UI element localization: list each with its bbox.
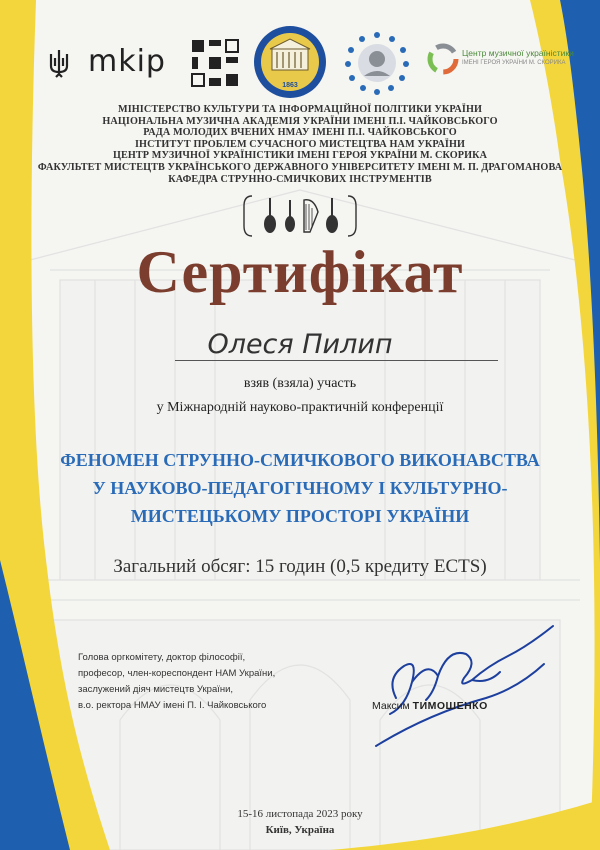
ukraine-coat-of-arms-icon (48, 48, 70, 78)
signatory-position-line: в.о. ректора НМАУ імені П. І. Чайковського (78, 700, 267, 711)
seal-year: 1863 (282, 82, 298, 89)
organization-line: МІНІСТЕРСТВО КУЛЬТУРИ ТА ІНФОРМАЦІЙНОЇ ПОЛІТИКИ УКРАЇНИ (118, 104, 482, 115)
recipient-name: Олеся Пилип (207, 329, 393, 360)
recipient-underline (175, 360, 498, 361)
stars-circle-logo-icon (342, 30, 412, 96)
event-place: Київ, Україна (265, 824, 335, 836)
organization-line: КАФЕДРА СТРУННО-СМИЧКОВИХ ІНСТРУМЕНТІВ (168, 173, 432, 185)
instruments-emblem-icon (240, 192, 360, 240)
organization-line: НАЦІОНАЛЬНА МУЗИЧНА АКАДЕМІЯ УКРАЇНИ ІМЕНІ П.І. ЧАЙКОВСЬКОГО (102, 115, 498, 127)
signatory-last-name: ТИМОШЕНКО (412, 700, 488, 712)
organizations-list (0, 104, 600, 185)
signatory-name (372, 700, 488, 712)
conference-title-line: ФЕНОМЕН СТРУННО-СМИЧКОВОГО ВИКОНАВСТВА (60, 450, 540, 470)
organization-line: ЦЕНТР МУЗИЧНОЇ УКРАЇНІСТИКИ ІМЕНІ ГЕРОЯ УКРАЇНИ М. СКОРИКА (112, 150, 488, 162)
grid-logo-icon (190, 38, 240, 88)
signatory-position-line: заслужений діяч мистецтв України, (78, 684, 234, 695)
handwritten-signature (368, 618, 568, 758)
center-logo-line-2: ІМЕНІ ГЕРОЯ УКРАЇНИ М. СКОРИКА (462, 60, 566, 66)
signatory-position (78, 650, 275, 714)
logo-row (40, 30, 574, 100)
course-volume: Загальний обсяг: 15 годин (0,5 кредиту ECTS) (113, 556, 487, 577)
mkip-logo: mkip (88, 44, 166, 79)
conference-title-line: МИСТЕЦЬКОМУ ПРОСТОРІ УКРАЇНИ (130, 506, 470, 526)
organization-line: ФАКУЛЬТЕТ МИСТЕЦТВ УКРАЇНСЬКОГО ДЕРЖАВНОГО УНІВЕРСИТЕТУ ІМЕНІ М. П. ДРАГОМАНОВА (37, 161, 563, 173)
conference-title (0, 446, 600, 530)
event-intro-text: у Міжнародній науково-практичній конференції (156, 400, 444, 415)
organization-line: РАДА МОЛОДИХ ВЧЕНИХ НМАУ ІМЕНІ П.І. ЧАЙКОВСЬКОГО (143, 127, 457, 139)
participation-text: взяв (взяла) участь (243, 376, 357, 391)
certificate-title: Сертифікат (136, 239, 464, 305)
signatory-position-line: професор, член-кореспондент НАМ України, (78, 668, 276, 679)
signatory-first-name: Максим (372, 700, 410, 712)
conference-title-line: У НАУКОВО-ПЕДАГОГІЧНОМУ І КУЛЬТУРНО- (92, 478, 508, 498)
event-date: 15-16 листопада 2023 року (237, 808, 363, 820)
center-logo-line-1: Центр музичної україністики (462, 48, 574, 58)
signatory-position-line: Голова оргкомітету, доктор філософії, (78, 652, 246, 663)
center-logo-icon (426, 42, 460, 76)
organization-line: ІНСТИТУТ ПРОБЛЕМ СУЧАСНОГО МИСТЕЦТВА НАМ УКРАЇНИ (134, 138, 465, 150)
